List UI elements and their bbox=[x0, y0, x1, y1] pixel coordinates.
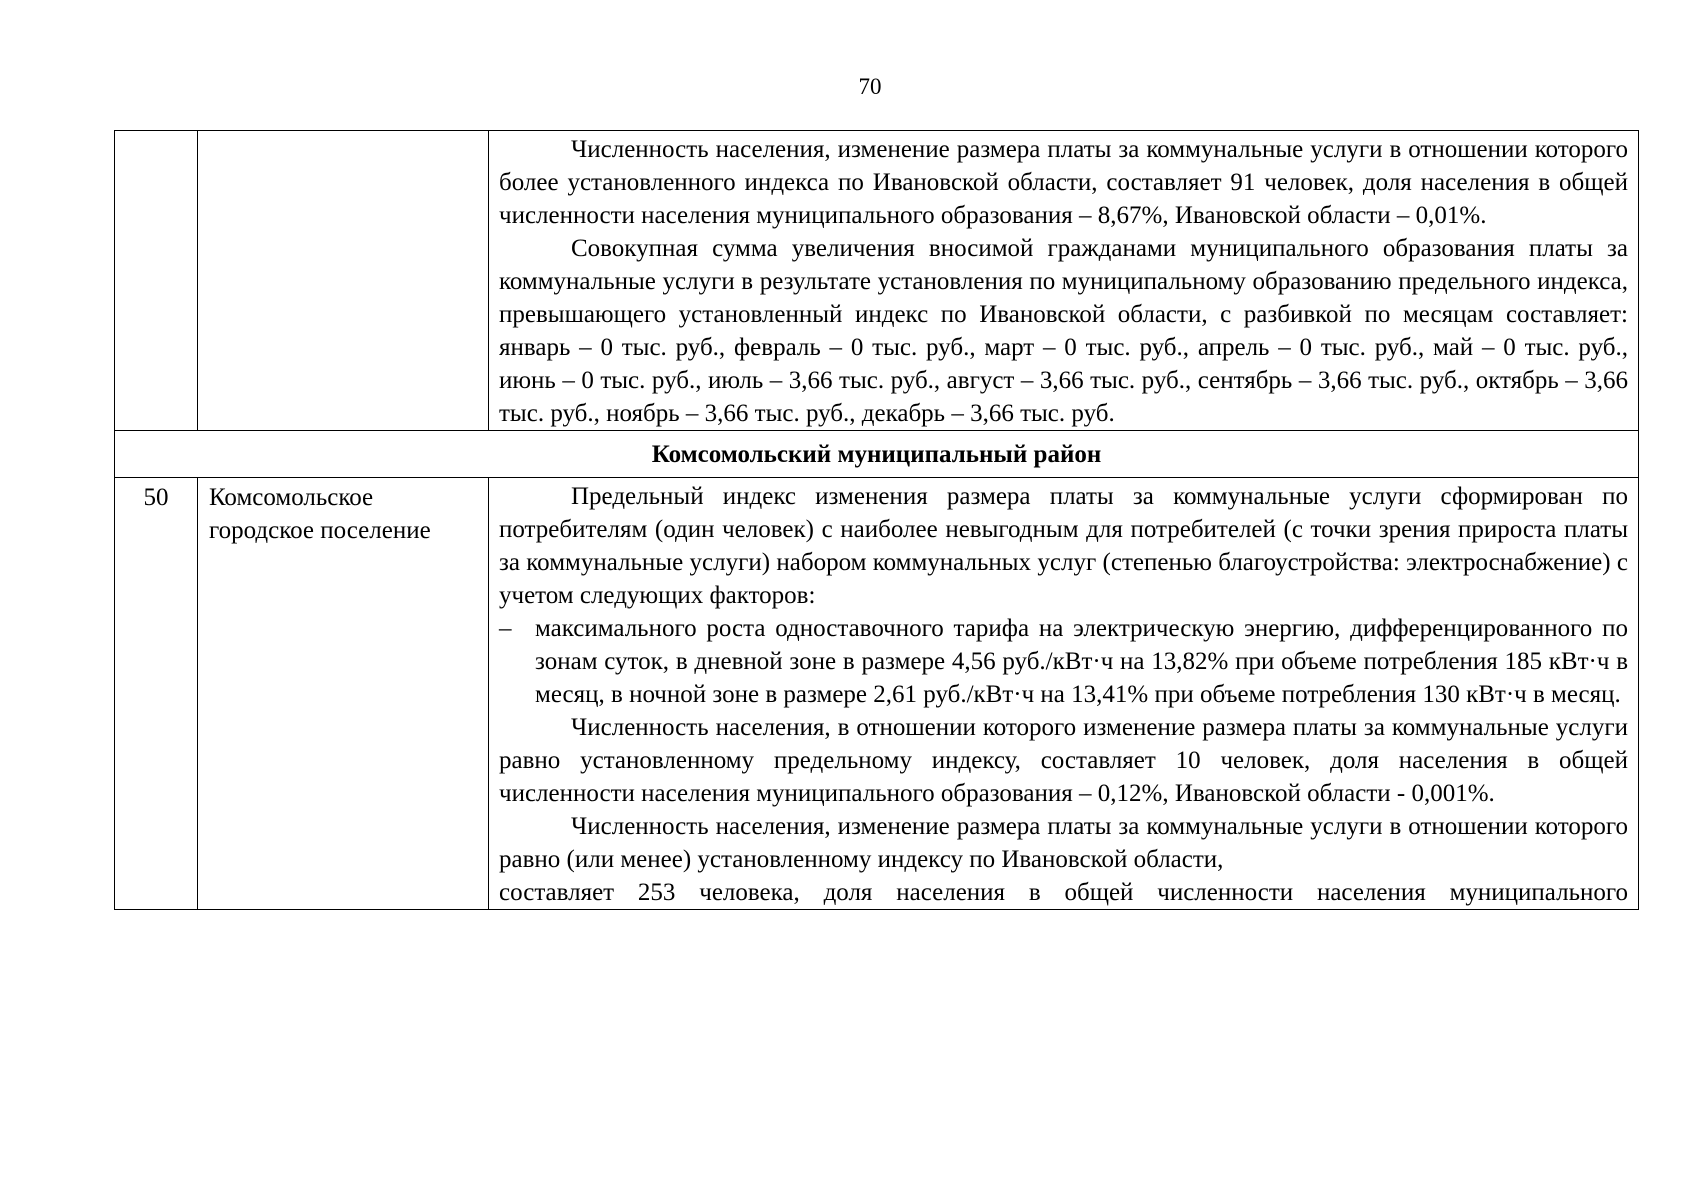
factor-text: максимального роста одноставочного тарифа на электрическую энергию, дифференцированного по зонам суток, в дневной зоне в размере 4,56 руб./кВт·ч на 13,82% при объеме потребления 185 кВт·ч в месяц, в ночной зоне в размере 2,61 руб./кВт·ч на 13,41% при объеме потребления 130 кВт·ч в месяц. bbox=[535, 615, 1628, 708]
municipality-name-cell bbox=[198, 131, 489, 431]
page-number: 70 bbox=[858, 74, 882, 99]
population-below-index-paragraph-line-2-wrap bbox=[499, 876, 1628, 909]
population-below-index-paragraph-line-2: составляет 253 человека, доля населения в общей численности населения муниципального bbox=[499, 879, 1628, 906]
section-header-row bbox=[115, 431, 1639, 478]
tariff-index-table bbox=[114, 130, 1639, 910]
population-equal-index-paragraph: Численность населения, в отношении которого изменение размера платы за коммунальные услуги равно установленному предельному индексу, составляет 10 человек, доля населения в общей численности населения муниципального образования – 0,12%, Ивановской области - 0,001%. bbox=[499, 714, 1628, 807]
description-cell bbox=[489, 478, 1639, 910]
population-below-index-paragraph-line-1: Численность населения, изменение размера платы за коммунальные услуги в отношении которого равно (или менее) установленному индексу по Ивановской области, bbox=[499, 813, 1628, 873]
row-number-cell: 50 bbox=[115, 478, 198, 910]
index-formation-paragraph: Предельный индекс изменения размера платы за коммунальные услуги сформирован по потребителям (один человек) с наиболее невыгодным для потребителей (с точки зрения прироста платы за коммунальные услуги) набором коммунальных услуг (степенью благоустройства: электроснабжение) с учетом следующих факторов: bbox=[499, 483, 1628, 609]
list-dash: – bbox=[499, 615, 512, 642]
table-row bbox=[115, 131, 1639, 431]
monthly-increase-paragraph: Совокупная сумма увеличения вносимой гражданами муниципального образования платы за коммунальные услуги в результате установления по муниципальному образованию предельного индекса, превышающего установленный индекс по Ивановской области, с разбивкой по месяцам составляет: январь – 0 тыс. руб., февраль – 0 тыс. руб., март – 0 тыс. руб., апрель – 0 тыс. руб., май – 0 тыс. руб., июнь – 0 тыс. руб., июль – 3,66 тыс. руб., август – 3,66 тыс. руб., сентябрь – 3,66 тыс. руб., октябрь – 3,66 тыс. руб., ноябрь – 3,66 тыс. руб., декабрь – 3,66 тыс. руб. bbox=[499, 235, 1628, 427]
factor-list-item bbox=[499, 612, 1628, 711]
row-number-cell bbox=[115, 131, 198, 431]
section-title: Комсомольский муниципальный район bbox=[115, 431, 1639, 478]
population-above-index-paragraph: Численность населения, изменение размера платы за коммунальные услуги в отношении которого более установленного индекса по Ивановской области, составляет 91 человек, доля населения в общей численности населения муниципального образования – 8,67%, Ивановской области – 0,01%. bbox=[499, 136, 1628, 229]
table-row bbox=[115, 478, 1639, 910]
description-cell bbox=[489, 131, 1639, 431]
municipality-name-cell: Комсомольское городское поселение bbox=[198, 478, 489, 910]
